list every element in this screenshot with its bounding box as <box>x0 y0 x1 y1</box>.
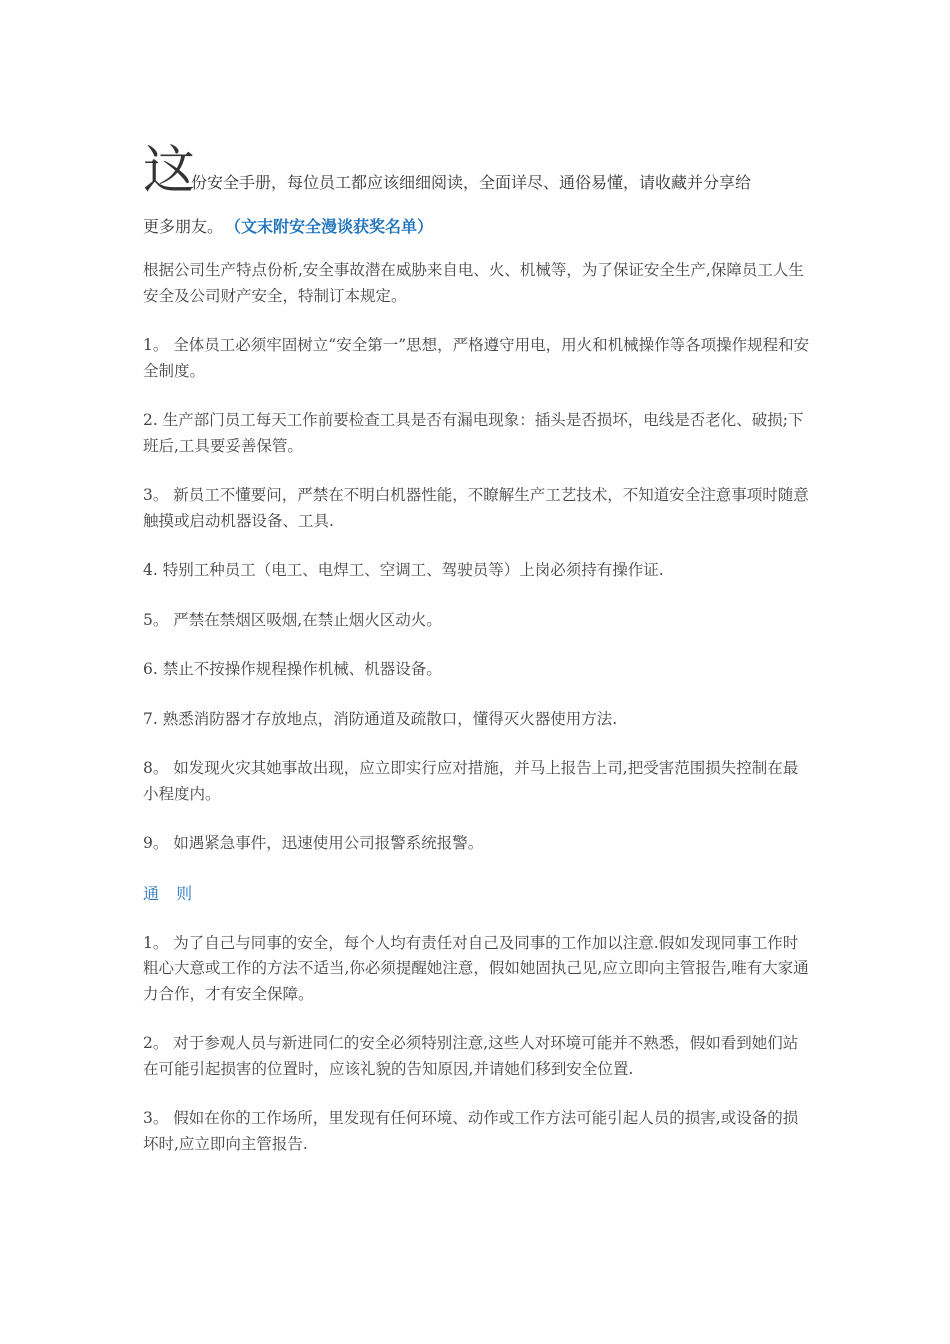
rule-item-1: 1。 全体员工必须牢固树立“安全第一”思想，严格遵守用电，用火和机械操作等各项操作规程和安全制度。 <box>143 336 810 380</box>
rule-item-6: 6. 禁止不按操作规程操作机械、机器设备。 <box>143 660 442 678</box>
intro-line-2 <box>143 215 813 239</box>
section-heading-general: 通 则 <box>143 883 199 903</box>
document-content <box>143 140 813 1157</box>
rule-item-5: 5。 严禁在禁烟区吸烟,在禁止烟火区动火。 <box>143 610 442 629</box>
rule-item-2: 2. 生产部门员工每天工作前要检查工具是否有漏电现象：插头是否损坏，电线是否老化、破损;下班后,工具要妥善保管。 <box>143 411 804 455</box>
rule-item-8: 8。 如发现火灾其她事故出现，应立即实行应对措施，并马上报告上司,把受害范围损失控制在最小程度内。 <box>143 759 799 803</box>
intro-line-1 <box>143 140 813 202</box>
dropcap-character: 这 <box>143 141 196 201</box>
intro-text: 份安全手册，每位员工都应该细细阅读，全面详尽、通俗易懂，请收藏并分享给 <box>191 173 752 192</box>
rule-item-3: 3。 新员工不懂要问，严禁在不明白机器性能，不瞭解生产工艺技术，不知道安全注意事项时随意触摸或启动机器设备、工具. <box>143 486 809 530</box>
general-rule-item-1: 1。 为了自己与同事的安全，每个人均有责任对自己及同事的工作加以注意.假如发现同事工作时粗心大意或工作的方法不适当,你必须提醒她注意，假如她固执己见,应立即向主管报告,唯有大家通力合作，才有安全保障。 <box>143 933 809 1003</box>
intro-continuation: 更多朋友。 <box>143 217 224 236</box>
general-rule-item-2: 2。 对于参观人员与新进同仁的安全必须特别注意,这些人对环境可能并不熟悉，假如看到她们站在可能引起损害的位置时，应该礼貌的告知原因,并请她们移到安全位置. <box>143 1034 799 1078</box>
rule-item-9: 9。 如遇紧急事件，迅速使用公司报警系统报警。 <box>143 834 484 852</box>
award-list-note: （文末附安全漫谈获奖名单） <box>233 217 434 236</box>
rule-item-4: 4. 特别工种员工（电工、电焊工、空调工、驾驶员等）上岗必须持有操作证. <box>143 561 664 579</box>
preface-paragraph: 根据公司生产特点份析,安全事故潜在威胁来自电、火、机械等，为了保证安全生产,保障员工人生安全及公司财产安全，特制订本规定。 <box>143 261 804 305</box>
rule-item-7: 7. 熟悉消防器才存放地点，消防通道及疏散口，懂得灭火器使用方法. <box>143 709 618 728</box>
general-rule-item-3: 3。 假如在你的工作场所，里发现有任何环境、动作或工作方法可能引起人员的损害,或设备的损坏时,应立即向主管报告. <box>143 1109 799 1153</box>
